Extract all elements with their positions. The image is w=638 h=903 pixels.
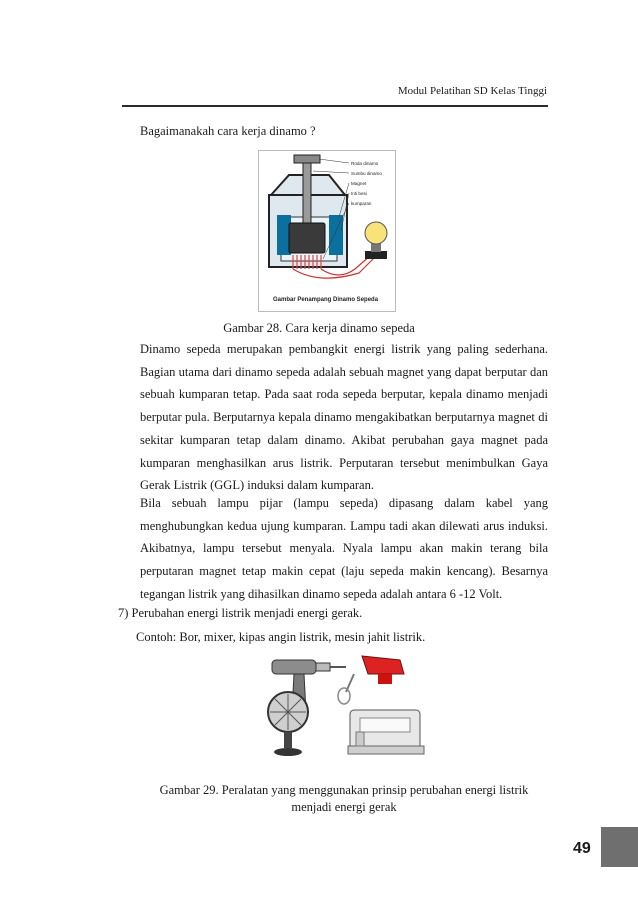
label-magnet: Magnet [351, 181, 367, 186]
section-question: Bagaimanakah cara kerja dinamo ? [140, 124, 316, 138]
paragraph-lampu: Bila sebuah lampu pijar (lampu sepeda) dipasang dalam kabel yang menghubungkan kedua ujung kumparan. Lampu tadi akan dilewati arus induksi. Akibatnya, lampu tersebut menyala. Nyala lampu akan makin terang bila perputaran magnet tetap makin cepat (laju sepeda makin kencang). Besarnya tegangan listrik yang dihasilkan dinamo sepeda adalah antara 6 -12 Volt. [140, 496, 548, 601]
figure-28-caption: Gambar 28. Cara kerja dinamo sepeda [223, 321, 415, 335]
mixer-icon [338, 656, 404, 704]
paragraph-dinamo: Dinamo sepeda merupakan pembangkit energi listrik yang paling sederhana. Bagian utama dari dinamo sepeda adalah sebuah magnet yang dapat berputar dan sebuah kumparan tetap. Pada saat roda sepeda berputar, kepala dinamo menjadi berputar pula. Berputarnya kepala dinamo mengakibatkan berputarnya magnet di sekitar kumparan tetap dalam dinamo. Akibat perubahan gaya magnet pada kumparan menghasilkan arus listrik. Perputaran tersebut menimbulkan Gaya Gerak Listrik (GGL) induksi dalam kumparan. [140, 342, 548, 493]
fan-icon [268, 692, 308, 756]
sewing-machine-icon [348, 710, 424, 754]
dynamo-diagram [258, 150, 396, 312]
label-kumparan: kumparan [351, 201, 372, 206]
running-header: Modul Pelatihan SD Kelas Tinggi [397, 85, 547, 97]
figure-29-caption [140, 782, 548, 816]
example-text: Contoh: Bor, mixer, kipas angin listrik, mesin jahit listrik. [136, 630, 426, 644]
figure-29-caption-line-2: menjadi energi gerak [291, 800, 397, 814]
page-tab [601, 827, 638, 867]
label-sumbu-dinamo: Sumbu dinamo [351, 171, 382, 176]
header-divider [122, 105, 548, 107]
diagram-footer-title: Gambar Penampang Dinamo Sepeda [273, 297, 379, 303]
appliances-illustration [262, 652, 428, 762]
page-number: 49 [573, 840, 591, 857]
list-item-7: 7) Perubahan energi listrik menjadi energi gerak. [118, 606, 363, 620]
label-roda-dinamo: Roda dinamo [351, 161, 379, 166]
label-inti-besi: Inti besi [351, 191, 367, 196]
figure-29-caption-line-1: Gambar 29. Peralatan yang menggunakan prinsip perubahan energi listrik [159, 783, 529, 797]
